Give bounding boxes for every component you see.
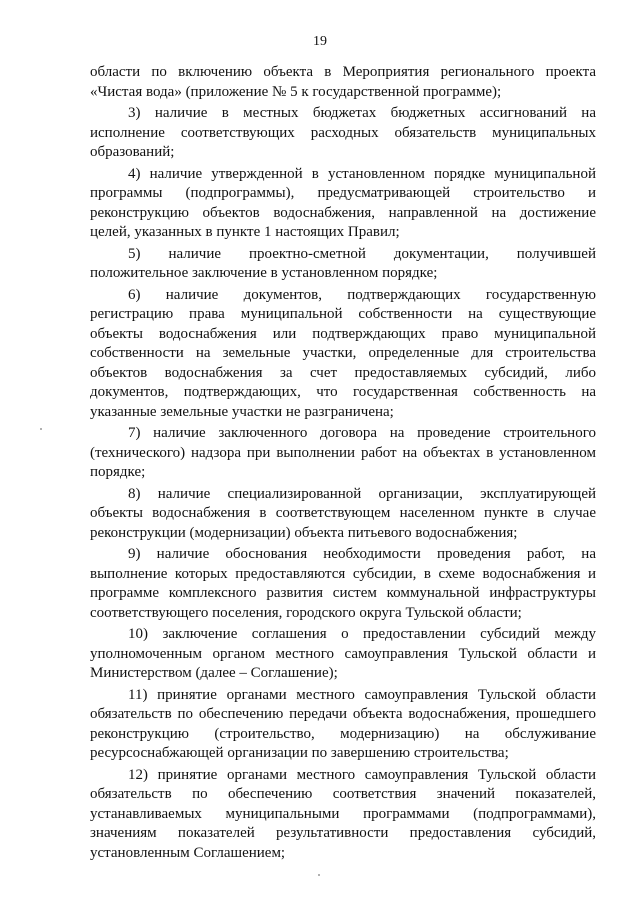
text-line: 5) наличие проектно-сметной документации, получившей	[128, 245, 596, 262]
text-line: целей, указанных в пункте 1 настоящих Правил;	[90, 224, 400, 240]
text-line: 10) заключение соглашения о предоставлении субсидий между	[128, 626, 596, 642]
text-line: реконструкцию объектов водоснабжения, направленной на достижение	[90, 204, 596, 221]
scan-speck	[40, 428, 42, 430]
text-line: 4) наличие утвержденной в установленном порядке муниципальной	[128, 165, 596, 182]
text-line: 6) наличие документов, подтверждающих государственную	[128, 286, 596, 303]
text-line: обязательств по обеспечению соответствия значений показателей,	[90, 786, 596, 802]
text-line: устанавливаемых муниципальными программами (подпрограммами),	[90, 805, 596, 822]
text-line: положительное заключение в установленном порядке;	[90, 265, 438, 281]
text-line: обязательств по обеспечению передачи объекта водоснабжения, прошедшего	[90, 706, 596, 722]
text-line: значениям показателей результативности предоставления субсидий,	[90, 825, 596, 841]
text-line: области по включению объекта в Мероприятия регионального проекта	[90, 64, 596, 80]
text-line: исполнение соответствующих расходных обязательств муниципальных	[90, 124, 596, 141]
paragraph	[90, 286, 596, 423]
text-line: программе комплексного развития систем коммунальной инфраструктуры	[90, 585, 596, 601]
text-line: регистрацию права муниципальной собственности на существующие	[90, 306, 596, 322]
text-line: 8) наличие специализированной организации, эксплуатирующей	[128, 485, 596, 502]
text-line: выполнение которых предоставляются субсидии, в схеме водоснабжения и	[90, 565, 596, 582]
text-line: 7) наличие заключенного договора на проведение строительного	[128, 425, 596, 441]
text-line: 12) принятие органами местного самоуправления Тульской области	[128, 766, 596, 783]
paragraph	[90, 485, 596, 544]
paragraph	[90, 625, 596, 684]
text-line: объектов водоснабжения за счет предоставляемых субсидий, либо	[90, 364, 596, 381]
text-line: реконструкцию (строительство, модернизацию) на обслуживание	[90, 725, 596, 742]
page-number: 19	[313, 34, 327, 49]
document-body	[90, 63, 596, 865]
text-line: объекты водоснабжения или подтверждающих право муниципальной	[90, 325, 596, 342]
text-line: документов, подтверждающих, что государственная собственность на	[90, 384, 596, 400]
paragraph	[90, 424, 596, 483]
paragraph	[90, 63, 596, 102]
text-line: реконструкции (модернизации) объекта питьевого водоснабжения;	[90, 524, 518, 541]
paragraph	[90, 766, 596, 864]
text-line: Министерством (далее – Соглашение);	[90, 665, 338, 681]
text-line: ресурсоснабжающей организации по завершению строительства;	[90, 745, 509, 761]
text-line: «Чистая вода» (приложение № 5 к государственной программе);	[90, 83, 502, 100]
text-line: объекты водоснабжения в соответствующем населенном пункте в случае	[90, 505, 596, 521]
paragraph	[90, 686, 596, 764]
scan-speck	[318, 874, 320, 876]
text-line: соответствующего поселения, городского округа Тульской области;	[90, 604, 522, 621]
paragraph	[90, 165, 596, 243]
text-line: (технического) надзора при выполнении работ на объектах в установленном	[90, 444, 596, 461]
text-line: 11) принятие органами местного самоуправления Тульской области	[128, 686, 596, 703]
text-line: порядке;	[90, 464, 146, 480]
text-line: образований;	[90, 144, 175, 160]
paragraph	[90, 104, 596, 163]
text-line: 9) наличие обоснования необходимости проведения работ, на	[128, 546, 596, 562]
text-line: собственности на земельные участки, определенные для строительства	[90, 345, 596, 361]
paragraph	[90, 545, 596, 623]
text-line: уполномоченным органом местного самоуправления Тульской области и	[90, 645, 596, 662]
text-line: установленным Соглашением;	[90, 844, 286, 861]
text-line: программы (подпрограммы), предусматривающей строительство и	[90, 185, 596, 201]
text-line: 3) наличие в местных бюджетах бюджетных ассигнований на	[128, 105, 596, 121]
paragraph	[90, 245, 596, 284]
text-line: указанные земельные участки не разграничена;	[90, 403, 394, 420]
